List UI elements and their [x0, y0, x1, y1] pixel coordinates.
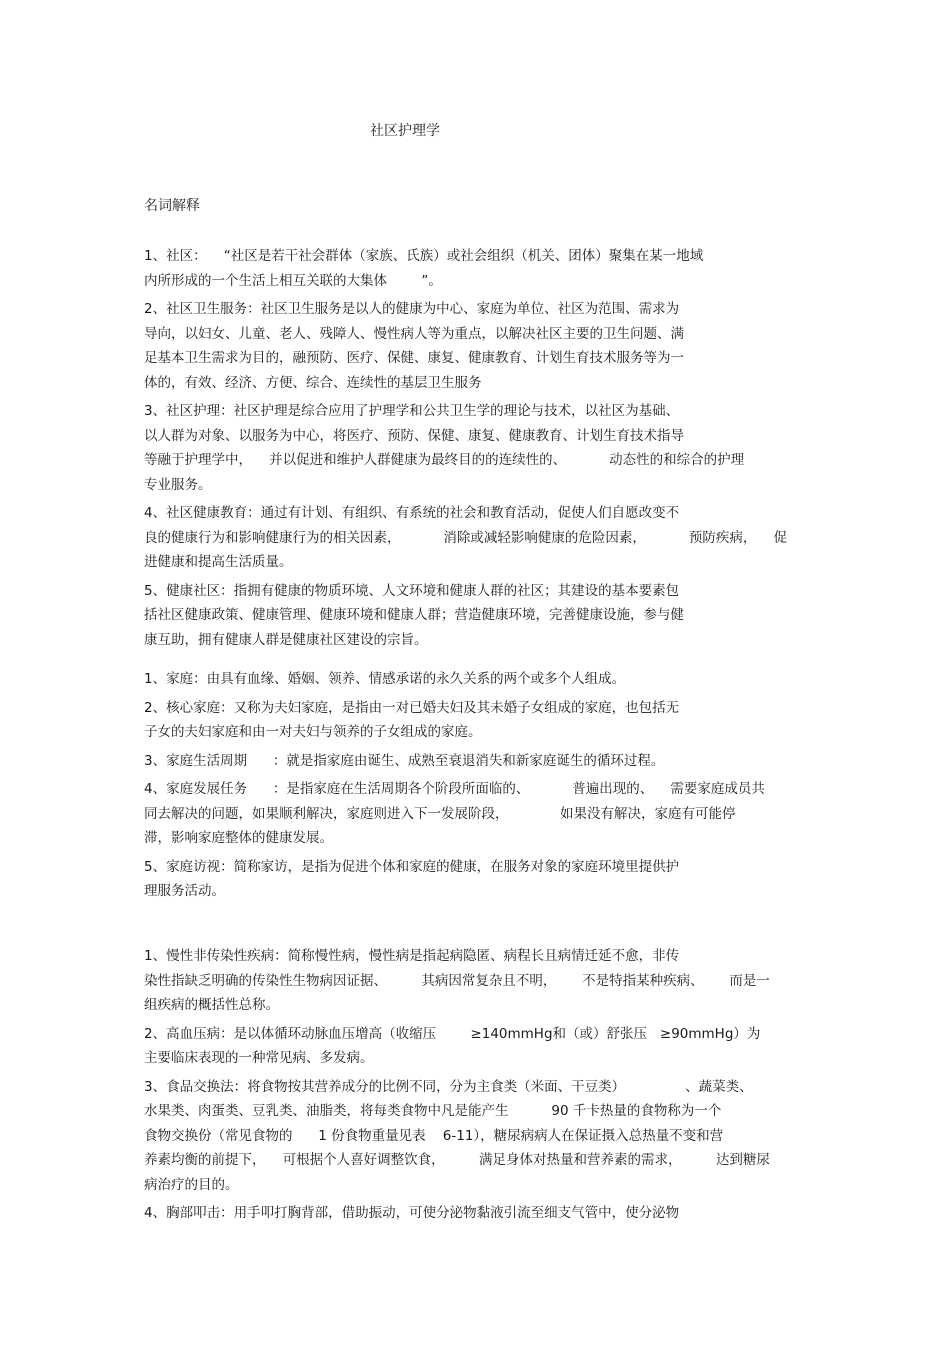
text-line: 5、家庭访视：简称家访，是指为促进个体和家庭的健康，在服务对象的家庭环境里提供护 [144, 858, 680, 875]
term-definition [144, 501, 824, 575]
community-terms-section [144, 244, 824, 656]
text-line: 染性指缺乏明确的传染性生物病因证据、 其病因常复杂且不明， 不是特指某种疾病、 而是一 [144, 972, 770, 989]
text-line: 括社区健康政策、健康管理、健康环境和健康人群；营造健康环境，完善健康设施，参与健 [144, 607, 684, 623]
text-line: 1、社区： “社区是若干社会群体（家族、氏族）或社会组织（机关、团体）聚集在某一地域 [144, 248, 704, 264]
family-terms-section [144, 667, 824, 908]
text-line: 3、社区护理：社区护理是综合应用了护理学和公共卫生学的理论与技术，以社区为基础、 [144, 403, 680, 419]
term-definition [144, 749, 824, 774]
term-definition [144, 696, 824, 745]
text-line: 等融于护理学中， 并以促进和维护人群健康为最终目的的连续性的、 动态性的和综合的护理 [144, 452, 745, 468]
term-definition [144, 777, 824, 851]
text-line: 良的健康行为和影响健康行为的相关因素， 消除或减轻影响健康的危险因素， 预防疾病， 促 [144, 529, 787, 546]
text-line: 养素均衡的前提下， 可根据个人喜好调整饮食， 满足身体对热量和营养素的需求， 达到糖尿 [144, 1152, 770, 1168]
text-line: 足基本卫生需求为目的，融预防、医疗、保健、康复、健康教育、计划生育技术服务等为一 [144, 350, 684, 366]
text-line: 2、核心家庭：又称为夫妇家庭，是指由一对已婚夫妇及其未婚子女组成的家庭，也包括无 [144, 699, 680, 716]
text-line: 内所形成的一个生活上相互关联的大集体 ”。 [144, 272, 442, 289]
text-line: 滞，影响家庭整体的健康发展。 [144, 830, 333, 846]
section-heading: 名词解释 [144, 198, 200, 214]
term-definition [144, 579, 824, 653]
text-line: 1、家庭：由具有血缘、婚姻、领养、情感承诺的永久关系的两个或多个人组成。 [144, 671, 626, 687]
text-line: 主要临床表现的一种常见病、多发病。 [144, 1050, 374, 1066]
term-definition [144, 1075, 824, 1198]
text-line: 体的，有效、经济、方便、综合、连续性的基层卫生服务 [144, 374, 482, 391]
text-line: 1、慢性非传染性疾病：简称慢性病，慢性病是指起病隐匿、病程长且病情迁延不愈，非传 [144, 948, 680, 964]
text-line: 康互助，拥有健康人群是健康社区建设的宗旨。 [144, 631, 428, 648]
text-line: 4、社区健康教育：通过有计划、有组织、有系统的社会和教育活动，促使人们自愿改变不 [144, 505, 680, 521]
text-line: 3、食品交换法：将食物按其营养成分的比例不同，分为主食类（米面、干豆类） 、蔬菜类、 [144, 1078, 753, 1095]
term-definition [144, 944, 824, 1018]
document-title: 社区护理学 [370, 123, 440, 139]
text-line: 子女的夫妇家庭和由一对夫妇与领养的子女组成的家庭。 [144, 724, 482, 740]
text-line: 水果类、肉蛋类、豆乳类、油脂类，将每类食物中凡是能产生 90 千卡热量的食物称为一个 [144, 1103, 722, 1119]
term-definition [144, 855, 824, 904]
text-line: 同去解决的问题，如果顺利解决，家庭则进入下一发展阶段， 如果没有解决，家庭有可能停 [144, 805, 736, 822]
text-line: 以人群为对象、以服务为中心，将医疗、预防、保健、康复、健康教育、计划生育技术指导 [144, 427, 684, 444]
text-line: 5、健康社区：指拥有健康的物质环境、人文环境和健康人群的社区；其建设的基本要素包 [144, 582, 680, 599]
text-line: 4、胸部叩击：用手叩打胸背部，借助振动，可使分泌物黏液引流至细支气管中，使分泌物 [144, 1205, 680, 1221]
term-definition [144, 667, 824, 692]
term-definition [144, 399, 824, 497]
text-line: 4、家庭发展任务 ：是指家庭在生活周期各个阶段所面临的、 普遍出现的、 需要家庭成员共 [144, 781, 765, 797]
term-definition [144, 1201, 824, 1226]
text-line: 组疾病的概括性总称。 [144, 997, 279, 1013]
text-line: 食物交换份（常见食物的 1 份食物重量见表 6-11），糖尿病病人在保证摄入总热量不变和营 [144, 1127, 724, 1144]
chronic-disease-terms-section [144, 944, 824, 1230]
text-line: 进健康和提高生活质量。 [144, 554, 293, 570]
text-line: 理服务活动。 [144, 883, 225, 899]
text-line: 专业服务。 [144, 476, 212, 493]
text-line: 病治疗的目的。 [144, 1176, 239, 1193]
text-line: 2、社区卫生服务：社区卫生服务是以人的健康为中心、家庭为单位、社区为范围、需求为 [144, 301, 680, 317]
term-definition [144, 297, 824, 395]
text-line: 2、高血压病：是以体循环动脉血压增高（收缩压 ≥140mmHg和（或）舒张压 ≥90mmHg）为 [144, 1025, 761, 1042]
term-definition [144, 244, 824, 293]
text-line: 3、家庭生活周期 ：就是指家庭由诞生、成熟至衰退消失和新家庭诞生的循环过程。 [144, 752, 665, 769]
text-line: 导向，以妇女、儿童、老人、残障人、慢性病人等为重点，以解决社区主要的卫生问题、满 [144, 325, 684, 342]
term-definition [144, 1022, 824, 1071]
